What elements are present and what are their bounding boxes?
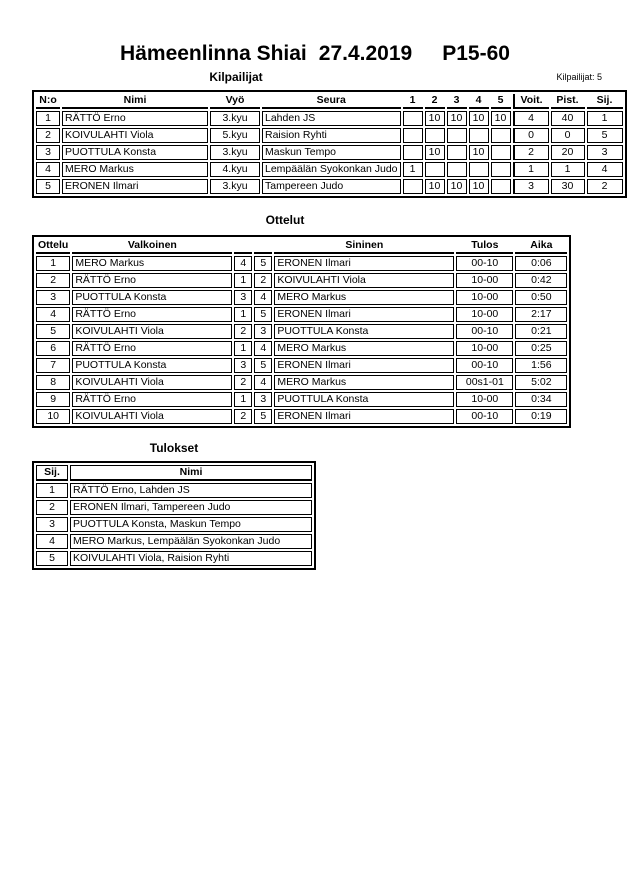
blue-draw-no: 4: [254, 375, 272, 390]
competitor-wins: 2: [513, 145, 549, 160]
result-rank: 5: [36, 551, 68, 566]
white-draw-no: 1: [234, 341, 252, 356]
score-round-5: [491, 179, 511, 194]
competitor-belt: 3.kyu: [210, 145, 260, 160]
match-no: 7: [36, 358, 70, 373]
col-name: Nimi: [70, 465, 312, 481]
result-row: [36, 551, 312, 566]
white-name: KOIVULAHTI Viola: [72, 409, 232, 424]
competitor-wins: 3: [513, 179, 549, 194]
blue-name: ERONEN Ilmari: [274, 409, 454, 424]
match-no: 2: [36, 273, 70, 288]
competitor-belt: 5.kyu: [210, 128, 260, 143]
competitor-wins: 4: [513, 111, 549, 126]
competitor-name: KOIVULAHTI Viola: [62, 128, 208, 143]
match-time: 5:02: [515, 375, 567, 390]
score-round-4: 10: [469, 145, 489, 160]
blue-name: PUOTTULA Konsta: [274, 324, 454, 339]
score-round-4: [469, 162, 489, 177]
result-row: [36, 483, 312, 498]
title-event: Hämeenlinna Shiai: [120, 42, 307, 65]
blue-name: ERONEN Ilmari: [274, 307, 454, 322]
competitors-table: [32, 90, 627, 198]
score-round-2: [425, 162, 445, 177]
col-name: Nimi: [62, 94, 208, 109]
match-no: 10: [36, 409, 70, 424]
score-round-4: 10: [469, 111, 489, 126]
col-no: N:o: [36, 94, 60, 109]
competitor-points: 20: [551, 145, 585, 160]
match-no: 3: [36, 290, 70, 305]
blue-draw-no: 3: [254, 324, 272, 339]
white-draw-no: 1: [234, 273, 252, 288]
result-rank: 1: [36, 483, 68, 498]
competitor-no: 2: [36, 128, 60, 143]
white-name: PUOTTULA Konsta: [72, 290, 232, 305]
match-result: 10-00: [456, 392, 513, 407]
match-time: 0:42: [515, 273, 567, 288]
blue-name: KOIVULAHTI Viola: [274, 273, 454, 288]
col-blue: Sininen: [274, 239, 454, 254]
score-round-4: [469, 128, 489, 143]
match-result: 10-00: [456, 307, 513, 322]
title-class: P15-60: [442, 42, 510, 65]
white-name: PUOTTULA Konsta: [72, 358, 232, 373]
score-round-3: 10: [447, 179, 467, 194]
competitor-no: 4: [36, 162, 60, 177]
competitors-header-row: [36, 94, 623, 109]
match-result: 00s1-01: [456, 375, 513, 390]
match-result: 00-10: [456, 256, 513, 271]
result-rank: 3: [36, 517, 68, 532]
competitor-club: Lempäälän Syokonkan Judo: [262, 162, 401, 177]
competitor-rank: 1: [587, 111, 623, 126]
title-date: 27.4.2019: [318, 42, 413, 65]
match-result: 00-10: [456, 324, 513, 339]
competitor-row: [36, 128, 623, 143]
score-round-2: [425, 128, 445, 143]
score-round-1: [403, 179, 423, 194]
result-rank: 4: [36, 534, 68, 549]
blue-draw-no: 5: [254, 307, 272, 322]
match-row: [36, 392, 567, 407]
competitor-club: Tampereen Judo: [262, 179, 401, 194]
match-time: 0:21: [515, 324, 567, 339]
competitor-row: [36, 111, 623, 126]
white-draw-no: 4: [234, 256, 252, 271]
result-row: [36, 500, 312, 515]
result-name: PUOTTULA Konsta, Maskun Tempo: [70, 517, 312, 532]
competitor-name: PUOTTULA Konsta: [62, 145, 208, 160]
match-no: 1: [36, 256, 70, 271]
match-time: 1:56: [515, 358, 567, 373]
page-title: [0, 42, 630, 66]
competitor-name: RÄTTÖ Erno: [62, 111, 208, 126]
match-time: 2:17: [515, 307, 567, 322]
competitor-no: 1: [36, 111, 60, 126]
white-draw-no: 2: [234, 375, 252, 390]
match-no: 5: [36, 324, 70, 339]
competitor-rank: 2: [587, 179, 623, 194]
white-draw-no: 2: [234, 409, 252, 424]
white-name: RÄTTÖ Erno: [72, 341, 232, 356]
competitor-name: ERONEN Ilmari: [62, 179, 208, 194]
white-name: RÄTTÖ Erno: [72, 307, 232, 322]
white-draw-no: 3: [234, 290, 252, 305]
competitor-points: 1: [551, 162, 585, 177]
result-name: ERONEN Ilmari, Tampereen Judo: [70, 500, 312, 515]
blue-name: ERONEN Ilmari: [274, 256, 454, 271]
white-draw-no: 2: [234, 324, 252, 339]
match-row: [36, 256, 567, 271]
score-round-3: [447, 145, 467, 160]
match-row: [36, 409, 567, 424]
white-name: RÄTTÖ Erno: [72, 392, 232, 407]
competitor-points: 0: [551, 128, 585, 143]
white-name: KOIVULAHTI Viola: [72, 375, 232, 390]
competitor-row: [36, 145, 623, 160]
score-round-5: [491, 128, 511, 143]
col-club: Seura: [262, 94, 401, 109]
match-result: 10-00: [456, 341, 513, 356]
col-match-no: Ottelu: [36, 239, 70, 254]
white-name: KOIVULAHTI Viola: [72, 324, 232, 339]
result-row: [36, 534, 312, 549]
blue-name: MERO Markus: [274, 341, 454, 356]
competitor-rank: 3: [587, 145, 623, 160]
col-result: Tulos: [456, 239, 513, 254]
col-round-1: 1: [403, 94, 423, 109]
match-result: 00-10: [456, 358, 513, 373]
blue-draw-no: 3: [254, 392, 272, 407]
result-name: RÄTTÖ Erno, Lahden JS: [70, 483, 312, 498]
col-spacer: [254, 239, 272, 254]
score-round-4: 10: [469, 179, 489, 194]
blue-name: ERONEN Ilmari: [274, 358, 454, 373]
competitors-section-title: Kilpailijat: [209, 70, 263, 84]
competitor-row: [36, 179, 623, 194]
col-points: Pist.: [551, 94, 585, 109]
blue-name: PUOTTULA Konsta: [274, 392, 454, 407]
competitor-club: Raision Ryhti: [262, 128, 401, 143]
blue-draw-no: 5: [254, 358, 272, 373]
white-name: RÄTTÖ Erno: [72, 273, 232, 288]
score-round-5: [491, 162, 511, 177]
score-round-5: [491, 145, 511, 160]
match-no: 8: [36, 375, 70, 390]
match-time: 0:50: [515, 290, 567, 305]
competitor-wins: 1: [513, 162, 549, 177]
white-draw-no: 1: [234, 307, 252, 322]
result-rank: 2: [36, 500, 68, 515]
result-name: MERO Markus, Lempäälän Syokonkan Judo: [70, 534, 312, 549]
results-section-title: Tulokset: [149, 441, 199, 455]
match-row: [36, 375, 567, 390]
competitors-count-label: Kilpailijat: 5: [556, 72, 602, 82]
match-row: [36, 273, 567, 288]
match-row: [36, 290, 567, 305]
score-round-3: [447, 162, 467, 177]
col-round-3: 3: [447, 94, 467, 109]
match-row: [36, 358, 567, 373]
competitor-belt: 4.kyu: [210, 162, 260, 177]
white-name: MERO Markus: [72, 256, 232, 271]
score-round-1: [403, 111, 423, 126]
results-table: [32, 461, 316, 570]
match-result: 10-00: [456, 273, 513, 288]
match-time: 0:25: [515, 341, 567, 356]
blue-draw-no: 2: [254, 273, 272, 288]
match-no: 9: [36, 392, 70, 407]
blue-draw-no: 5: [254, 409, 272, 424]
competitor-rank: 5: [587, 128, 623, 143]
competitor-name: MERO Markus: [62, 162, 208, 177]
col-belt: Vyö: [210, 94, 260, 109]
competitor-points: 40: [551, 111, 585, 126]
col-time: Aika: [515, 239, 567, 254]
match-time: 0:06: [515, 256, 567, 271]
match-row: [36, 307, 567, 322]
result-name: KOIVULAHTI Viola, Raision Ryhti: [70, 551, 312, 566]
match-row: [36, 341, 567, 356]
blue-draw-no: 4: [254, 290, 272, 305]
blue-draw-no: 4: [254, 341, 272, 356]
blue-draw-no: 5: [254, 256, 272, 271]
match-no: 6: [36, 341, 70, 356]
col-rank: Sij.: [587, 94, 623, 109]
competitor-row: [36, 162, 623, 177]
score-round-2: 10: [425, 111, 445, 126]
score-round-1: [403, 128, 423, 143]
white-draw-no: 1: [234, 392, 252, 407]
score-round-1: [403, 145, 423, 160]
col-round-2: 2: [425, 94, 445, 109]
match-time: 0:34: [515, 392, 567, 407]
score-round-3: 10: [447, 111, 467, 126]
col-wins: Voit.: [513, 94, 549, 109]
blue-name: MERO Markus: [274, 290, 454, 305]
blue-name: MERO Markus: [274, 375, 454, 390]
competitor-belt: 3.kyu: [210, 179, 260, 194]
white-draw-no: 3: [234, 358, 252, 373]
match-no: 4: [36, 307, 70, 322]
col-spacer: [234, 239, 252, 254]
competitor-no: 3: [36, 145, 60, 160]
competitor-points: 30: [551, 179, 585, 194]
result-row: [36, 517, 312, 532]
competitor-wins: 0: [513, 128, 549, 143]
competitor-no: 5: [36, 179, 60, 194]
results-header-row: [36, 465, 312, 481]
score-round-5: 10: [491, 111, 511, 126]
matches-header-row: [36, 239, 567, 254]
score-round-1: 1: [403, 162, 423, 177]
competitor-club: Maskun Tempo: [262, 145, 401, 160]
col-white: Valkoinen: [72, 239, 232, 254]
col-rank: Sij.: [36, 465, 68, 481]
matches-section-title: Ottelut: [265, 213, 305, 227]
competitor-belt: 3.kyu: [210, 111, 260, 126]
competitor-rank: 4: [587, 162, 623, 177]
score-round-2: 10: [425, 145, 445, 160]
score-round-2: 10: [425, 179, 445, 194]
col-round-5: 5: [491, 94, 511, 109]
match-result: 10-00: [456, 290, 513, 305]
col-round-4: 4: [469, 94, 489, 109]
match-time: 0:19: [515, 409, 567, 424]
score-round-3: [447, 128, 467, 143]
match-row: [36, 324, 567, 339]
matches-table: [32, 235, 571, 428]
match-result: 00-10: [456, 409, 513, 424]
competitor-club: Lahden JS: [262, 111, 401, 126]
